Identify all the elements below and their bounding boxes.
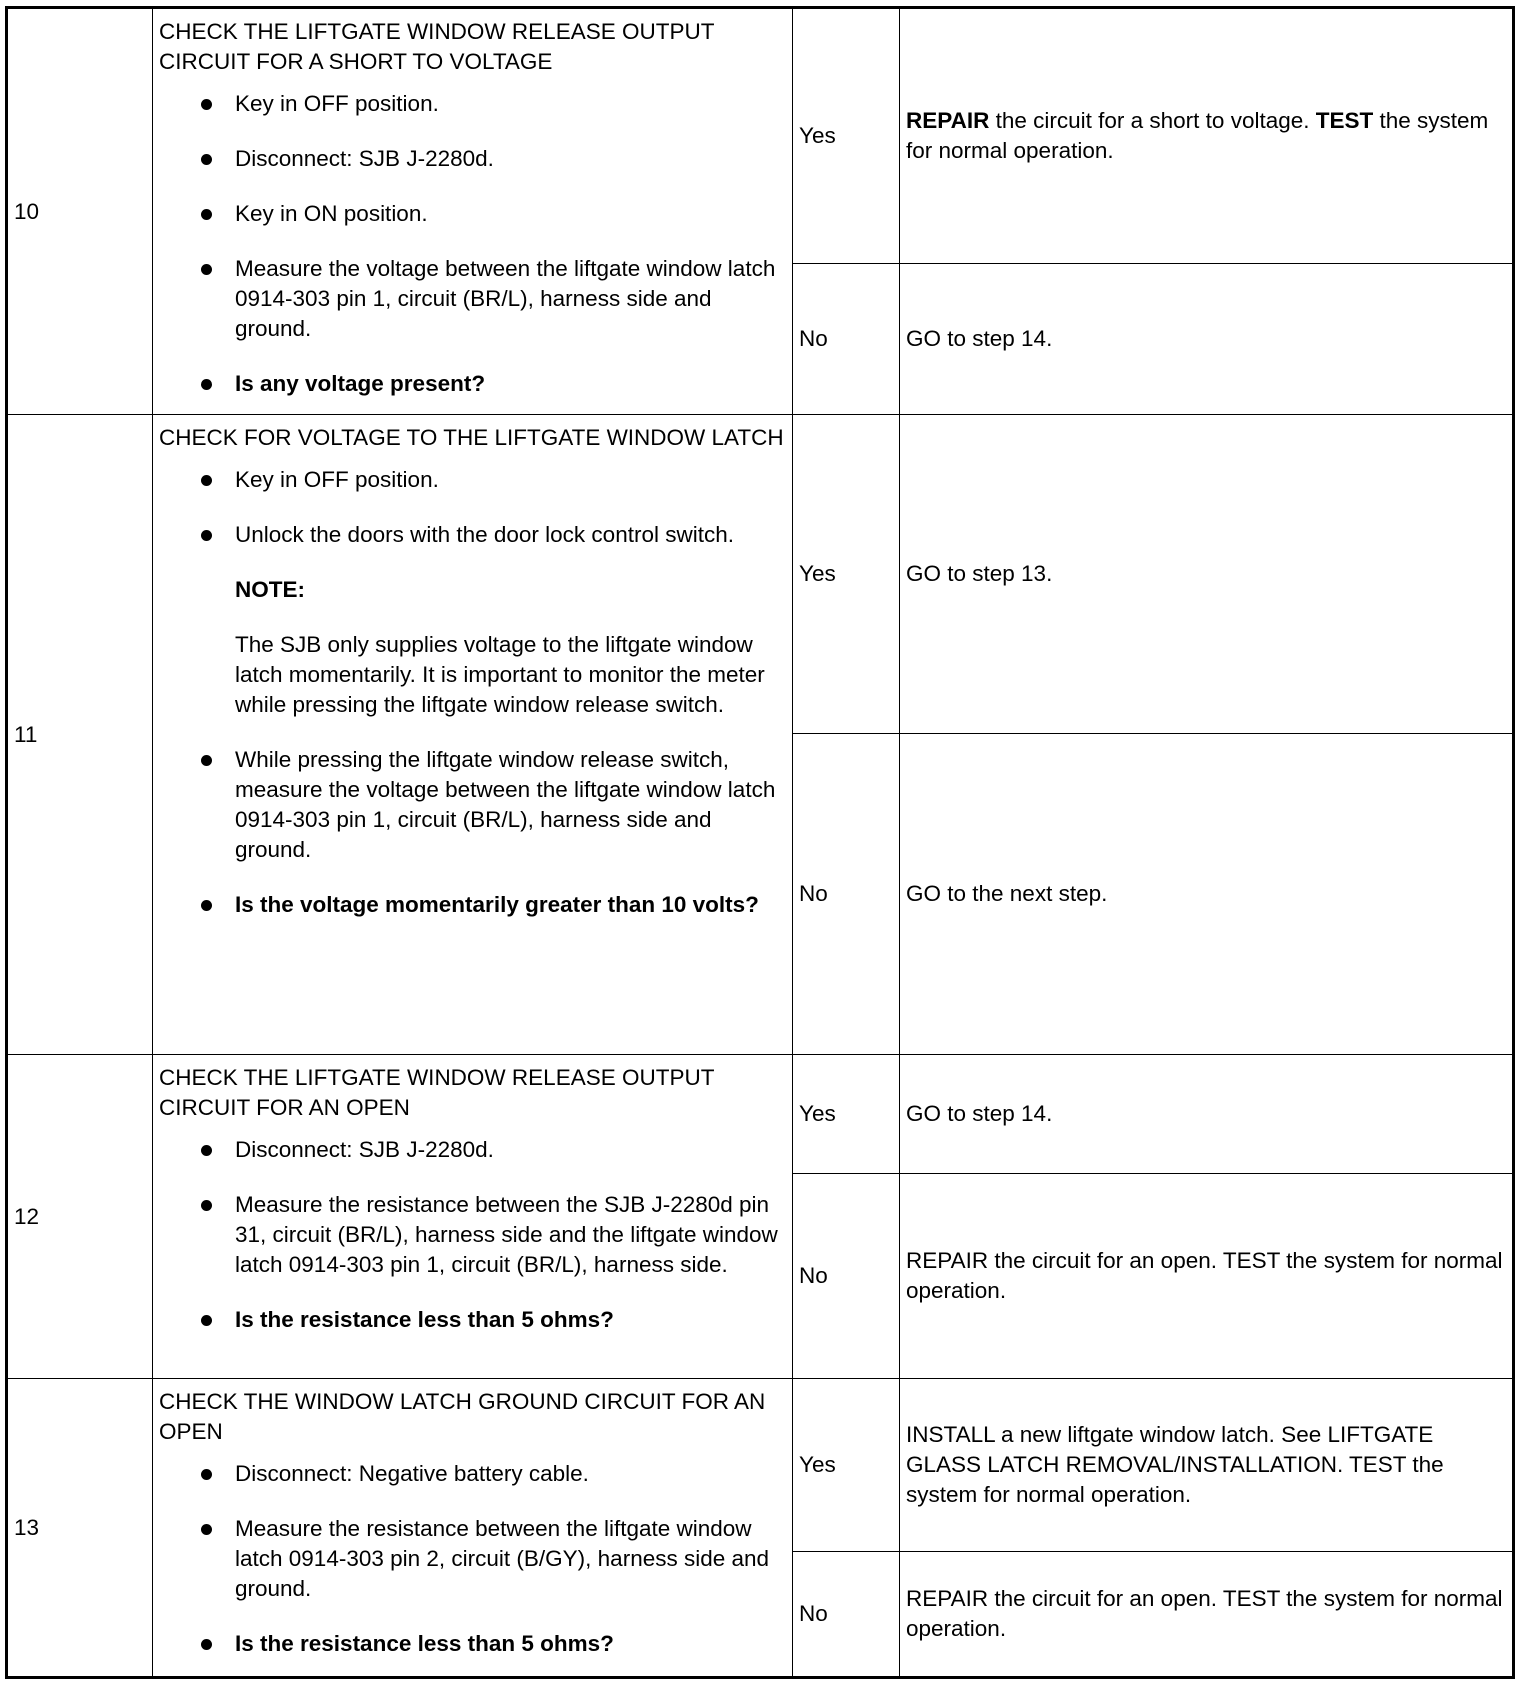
step-number: 11 [7, 415, 153, 1055]
table-row [7, 8, 1514, 264]
step-number: 12 [7, 1055, 153, 1379]
diagnostic-table [5, 6, 1515, 1679]
result-no: No [793, 734, 900, 1055]
list-item: Measure the voltage between the liftgate window latch 0914-303 pin 1, circuit (BR/L), harness side and ground. [199, 254, 786, 344]
list-item: Key in OFF position. [199, 465, 786, 495]
outcome-no: REPAIR the circuit for an open. TEST the system for normal operation. [900, 1552, 1514, 1678]
question-item: Is the voltage momentarily greater than 10 volts? [199, 890, 786, 920]
table-row [7, 1055, 1514, 1174]
step-action [153, 1055, 793, 1379]
outcome-no: GO to the next step. [900, 734, 1514, 1055]
action-list [159, 89, 786, 399]
step-title: CHECK THE LIFTGATE WINDOW RELEASE OUTPUT CIRCUIT FOR AN OPEN [159, 1065, 715, 1120]
question-item: Is any voltage present? [199, 369, 786, 399]
list-item: Disconnect: SJB J-2280d. [199, 1135, 786, 1165]
result-no: No [793, 264, 900, 415]
outcome-keyword: TEST [1315, 108, 1374, 133]
outcome-text: the circuit for a short to voltage. [989, 108, 1316, 133]
action-list [159, 1459, 786, 1659]
list-item: While pressing the liftgate window release switch, measure the voltage between the liftgate window latch 0914-303 pin 1, circuit (BR/L), harness side and ground. [199, 745, 786, 865]
note-text: The SJB only supplies voltage to the liftgate window latch momentarily. It is important to monitor the meter while pressing the liftgate window release switch. [235, 632, 765, 717]
step-action [153, 8, 793, 415]
outcome-yes: GO to step 13. [900, 415, 1514, 734]
step-number: 13 [7, 1379, 153, 1678]
result-no: No [793, 1552, 900, 1678]
list-item: Disconnect: SJB J-2280d. [199, 144, 786, 174]
step-number: 10 [7, 8, 153, 415]
outcome-yes [900, 8, 1514, 264]
outcome-yes: INSTALL a new liftgate window latch. See LIFTGATE GLASS LATCH REMOVAL/INSTALLATION. TEST the system for normal operation. [900, 1379, 1514, 1552]
step-title: CHECK THE WINDOW LATCH GROUND CIRCUIT FOR AN OPEN [159, 1389, 766, 1444]
result-yes: Yes [793, 415, 900, 734]
result-yes: Yes [793, 8, 900, 264]
note-label: NOTE: [235, 577, 305, 602]
list-item: Measure the resistance between the liftgate window latch 0914-303 pin 2, circuit (B/GY), harness side and ground. [199, 1514, 786, 1604]
action-list [159, 1135, 786, 1335]
list-item: Key in OFF position. [199, 89, 786, 119]
step-action [153, 415, 793, 1055]
step-action [153, 1379, 793, 1678]
list-item: Disconnect: Negative battery cable. [199, 1459, 786, 1489]
table-row [7, 1379, 1514, 1552]
result-no: No [793, 1174, 900, 1379]
outcome-no: REPAIR the circuit for an open. TEST the system for normal operation. [900, 1174, 1514, 1379]
table-row [7, 415, 1514, 734]
note-block [199, 575, 786, 720]
list-item: Unlock the doors with the door lock control switch. [199, 520, 786, 550]
action-list [159, 465, 786, 920]
result-yes: Yes [793, 1055, 900, 1174]
step-title: CHECK THE LIFTGATE WINDOW RELEASE OUTPUT CIRCUIT FOR A SHORT TO VOLTAGE [159, 19, 715, 74]
step-title: CHECK FOR VOLTAGE TO THE LIFTGATE WINDOW LATCH [159, 425, 784, 450]
question-item: Is the resistance less than 5 ohms? [199, 1629, 786, 1659]
question-item: Is the resistance less than 5 ohms? [199, 1305, 786, 1335]
list-item: Measure the resistance between the SJB J-2280d pin 31, circuit (BR/L), harness side and the liftgate window latch 0914-303 pin 1, circuit (BR/L), harness side. [199, 1190, 786, 1280]
outcome-yes: GO to step 14. [900, 1055, 1514, 1174]
result-yes: Yes [793, 1379, 900, 1552]
outcome-no: GO to step 14. [900, 264, 1514, 415]
outcome-keyword: REPAIR [906, 108, 990, 133]
list-item: Key in ON position. [199, 199, 786, 229]
outcome-text: the system for normal operation. [906, 108, 1489, 163]
